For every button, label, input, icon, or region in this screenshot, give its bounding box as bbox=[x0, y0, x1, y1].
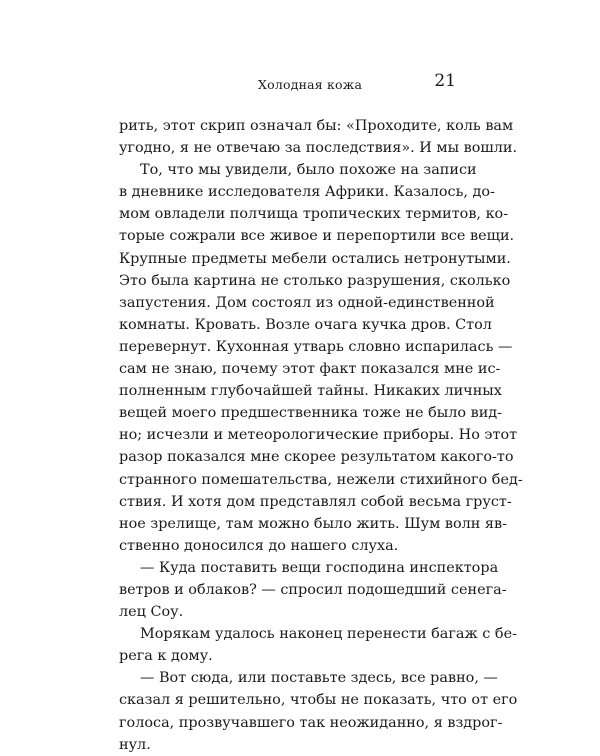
paragraph-continuation bbox=[119, 115, 518, 159]
text-line: рега к дому. bbox=[119, 648, 213, 665]
text-line: но; исчезли и метеорологические приборы. Но этот bbox=[119, 427, 518, 444]
text-line: разор показался мне скорее результатом какого-то bbox=[119, 449, 514, 466]
text-line: ветров и облаков? — спросил подошедший сенега- bbox=[119, 581, 507, 598]
text-line: ственно доносился до нашего слуха. bbox=[119, 537, 399, 554]
text-line: сам не знаю, почему этот факт показался мне ис- bbox=[119, 361, 501, 378]
text-line: голоса, прозвучавшего так неожиданно, я вздрог- bbox=[119, 714, 503, 731]
text-line: То, что мы увидели, было похоже на записи bbox=[140, 162, 477, 179]
paragraph-dialogue bbox=[119, 557, 507, 623]
text-line: в дневнике исследователя Африки. Казалось, до- bbox=[119, 184, 495, 201]
text-line: перевернут. Кухонная утварь словно испарилась — bbox=[119, 338, 513, 355]
text-line: запустения. Дом состоял из одной-единственной bbox=[119, 294, 495, 311]
text-line: сказал я решительно, чтобы не показать, что от его bbox=[119, 692, 518, 709]
running-title: Холодная кожа bbox=[258, 77, 363, 92]
paragraph bbox=[119, 623, 517, 667]
text-line: Крупные предметы мебели остались нетронутыми. bbox=[119, 250, 511, 267]
text-line: мом овладели полчища тропических термитов, ко- bbox=[119, 206, 509, 223]
text-line: полненным глубочайшей тайны. Никаких личных bbox=[119, 383, 502, 400]
text-line: торые сожрали все живое и перепортили все вещи. bbox=[119, 228, 515, 245]
paragraph bbox=[119, 159, 523, 557]
text-line: вещей моего предшественника тоже не было вид- bbox=[119, 405, 503, 422]
text-line: Это была картина не столько разрушения, сколько bbox=[119, 272, 511, 289]
text-line: ное зрелище, там можно было жить. Шум волн яв- bbox=[119, 515, 507, 532]
text-line: Морякам удалось наконец перенести багаж с бе- bbox=[140, 626, 517, 643]
text-line: рить, этот скрип означал бы: «Проходите, коль вам bbox=[119, 118, 514, 134]
page-number: 21 bbox=[434, 71, 456, 91]
text-line: — Вот сюда, или поставьте здесь, все равно, — bbox=[140, 670, 498, 687]
paragraph-dialogue bbox=[119, 667, 518, 755]
text-line: странного помешательства, нежели стихийного бед- bbox=[119, 471, 523, 488]
running-head bbox=[118, 71, 458, 95]
text-line: — Куда поставить вещи господина инспектора bbox=[140, 559, 499, 576]
text-line: лец Соу. bbox=[119, 604, 184, 621]
text-line: ствия. И хотя дом представлял собой весьма груст- bbox=[119, 493, 512, 510]
text-line: комнаты. Кровать. Возле очага кучка дров. Стол bbox=[119, 316, 492, 333]
text-line: нул. bbox=[119, 736, 151, 753]
body-text bbox=[119, 115, 523, 756]
text-line: угодно, я не отвечаю за последствия». И мы вошли. bbox=[119, 140, 518, 157]
